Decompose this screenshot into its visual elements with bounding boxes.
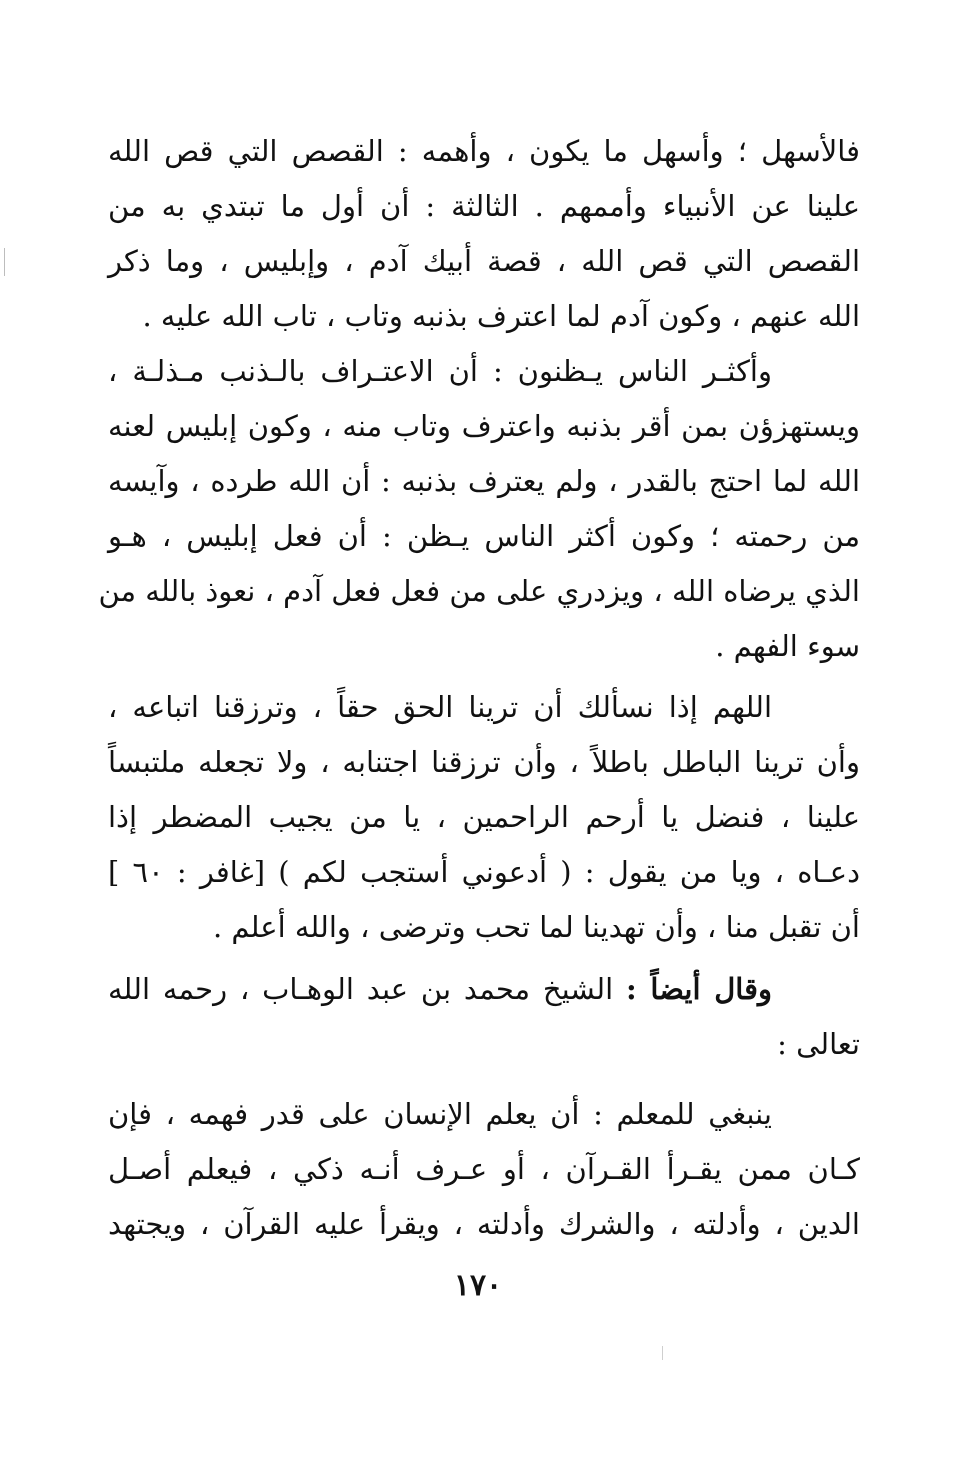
paragraph-4	[108, 962, 860, 1072]
paragraph-1	[108, 124, 860, 344]
text-line: وأكثـر الناس يـظنون : أن الاعتـراف بالـذنب مـذلـة ،	[108, 354, 772, 388]
text-line: كـان ممن يقـرأ القـرآن ، أو عـرف أنـه ذكي ، فيعلم أصـل	[108, 1152, 860, 1186]
text-line: فالأسهل ؛ وأسهل ما يكون ، وأهمه : القصص التي قص الله	[108, 134, 860, 168]
text-line: الله لما احتج بالقدر ، ولم يعترف بذنبه : أن الله طرده ، وآيسه	[108, 464, 860, 498]
text-line: ويستهزؤن بمن أقر بذنبه واعترف وتاب منه ، وكون إبليس لعنه	[108, 409, 860, 443]
text-line: أن تقبل منا ، وأن تهدينا لما تحب وترضى ، والله أعلم .	[212, 910, 860, 944]
text-line: الذي يرضاه الله ، ويزدري على من فعل فعل آدم ، نعوذ بالله من	[98, 574, 860, 608]
text-line: دعـاه ، ويا من يقول : ( أدعوني أستجب لكم ) [غافر : ٦٠ ]	[108, 855, 860, 889]
text-line: اللهم إذا نسألك أن ترينا الحق حقاً ، وترزقنا اتباعه ،	[108, 690, 772, 724]
scan-artifact	[662, 1346, 663, 1360]
text-line: سوء الفهم .	[715, 629, 860, 663]
page-number: ١٧٠	[453, 1268, 503, 1303]
text-line: الله عنهم ، وكون آدم لما اعترف بذنبه وتاب ، تاب الله عليه .	[142, 299, 860, 333]
text-span: الشيخ محمد بن عبد الوهـاب ، رحمه الله	[108, 972, 614, 1006]
text-line: تعالى :	[777, 1027, 860, 1061]
text-line: علينا عن الأنبياء وأممهم . الثالثة : أن أول ما تبتدي به من	[108, 189, 860, 223]
paragraph-2	[98, 344, 860, 674]
paragraph-3	[108, 680, 860, 955]
text-line: ينبغي للمعلم : أن يعلم الإنسان على قدر فهمه ، فإن	[108, 1097, 772, 1131]
text-line: من رحمته ؛ وكون أكثر الناس يـظن : أن فعل إبليس ، هـو	[108, 519, 860, 553]
paragraph-5	[108, 1087, 860, 1252]
bold-lead-text: وقال أيضاً :	[626, 972, 773, 1006]
text-line: وأن ترينا الباطل باطلاً ، وأن ترزقنا اجتنابه ، ولا تجعله ملتبساً	[108, 745, 860, 779]
text-line: القصص التي قص الله ، قصة أبيك آدم ، وإبليس ، وما ذكر	[108, 244, 860, 278]
text-line: علينا ، فنضل يا أرحم الراحمين ، يا من يجيب المضطر إذا	[108, 800, 860, 834]
text-line	[108, 962, 860, 1017]
scan-artifact	[4, 248, 5, 276]
text-line: الدين ، وأدلته ، والشرك وأدلته ، ويقرأ عليه القرآن ، ويجتهد	[108, 1207, 860, 1241]
